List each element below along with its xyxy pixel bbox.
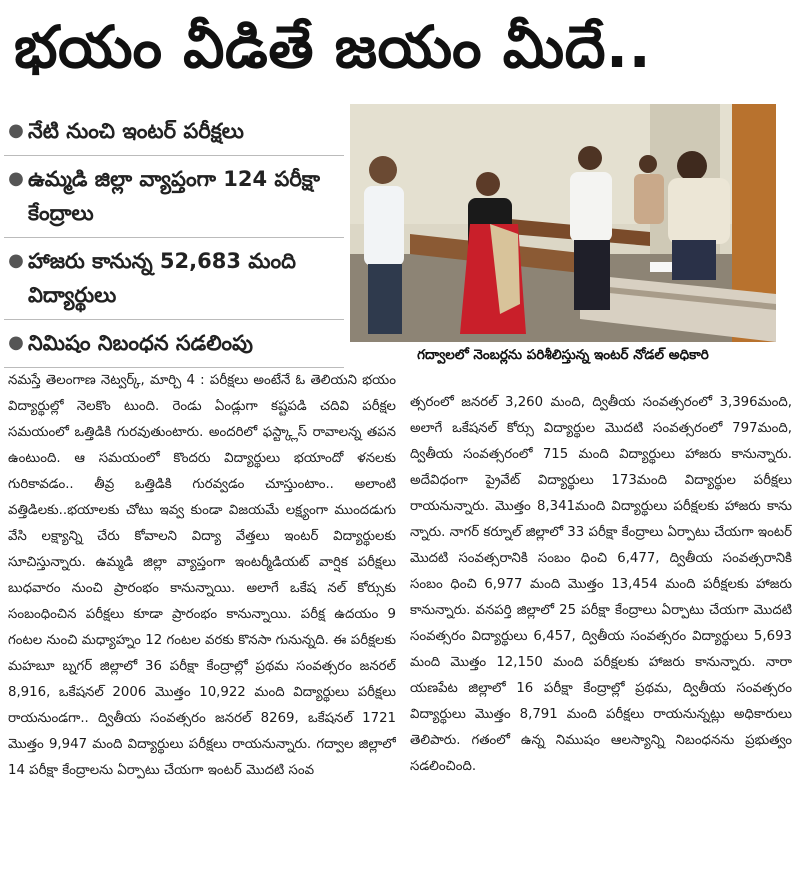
- highlight-text: ఉమ్మడి జిల్లా వ్యాప్తంగా 124 పరీక్షా కేంద్రాలు: [28, 167, 321, 225]
- article-paragraph: త్సరంలో జనరల్ 3,260 మంది, ద్వితీయ సంవత్సరంలో 3,396మంది, అలాగే ఒకేషనల్ కోర్సు విద్యార్థుల మొదటి సంవత్సరంలో 797మంది, ద్వితీయ సంవత్సరంలో 715 మంది విద్యార్థులు హాజరు కానున్నారు. అదేవిధంగా ప్రైవేట్ విద్యార్థులు 173మంది విద్యార్థుల పరీక్షలు రాయనున్నారు. మొత్తం 8,341మంది విద్యార్థులు పరీక్షలకు హాజరు కాను న్నారు. నాగర్ కర్నూల్ జిల్లాలో 33 పరీక్షా కేంద్రాలు ఏర్పాటు చేయగా ఇంటర్ మొదటి సంవత్సరానికి సంబం ధించి 6,477, ద్వితీయ సంవత్సరానికి సంబం ధించి 6,977 మంది మొత్తం 13,454 మంది పరీక్షలకు హాజరు కానున్నారు. వనపర్తి జిల్లాలో 25 పరీక్షా కేంద్రాలు ఏర్పాటు చేయగా మొదటి సంవత్సరం విద్యార్థులు 6,457, ద్వితీయ సంవత్సరం విద్యార్థులు 5,693 మంది మొత్తం 12,150 మంది పరీక్షలకు హాజరు కానున్నారు. నారా యణపేట జిల్లాలో 16 పరీక్షా కేంద్రాల్లో ప్రథమ, ద్వితీయ సంవత్సరం విద్యార్థులు మొత్తం 8,791 మంది పరీక్షలు రాయనున్నట్లు అధికారులు తెలిపారు. గతంలో ఉన్న నిముషం ఆలస్యాన్ని నిబంధనను ప్రభుత్వం సడలించింది.: [410, 395, 792, 774]
- bullet-icon: ●: [8, 120, 24, 141]
- article-left-column: [8, 368, 396, 878]
- article-paragraph: నమస్తే తెలంగాణ నెట్వర్క్, మార్చి 4 : పరీక్షలు అంటేనే ఓ తెలియని భయం విద్యార్థుల్లో నెలకొం టుంది. రెండు ఏండ్లుగా కష్టపడి చదివి పరీక్షల సమయంలో ఒత్తిడికి గురవుతుంటారు. అందరిలో ఫస్ట్క్లాస్ రావాలన్న తపన ఉంటుంది. ఆ సమయంలో కొందరు విద్యార్థులు భయాందో ళనలకు గురికావడం.. తీవ్ర ఒత్తిడికి గురవ్వడం చూస్తుంటాం.. అలాంటి వత్తిడిలకు..భయాలకు చోటు ఇవ్వ కుండా విజయమే లక్ష్యంగా ముందడుగు వేసి లక్ష్యాన్ని చేరు కోవాలని విద్యా వేత్తలు ఇంటర్ విద్యార్థులకు సూచిస్తున్నారు. ఉమ్మడి జిల్లా వ్యాప్తంగా ఇంటర్మీడియట్ వార్షిక పరీక్షలు బుధవారం నుంచి ప్రారంభం కానున్నాయి. అలాగే ఒకేష నల్ కోర్సుకు సంబంధించిన పరీక్షలు కూడా ప్రారంభం కానున్నాయి. పరీక్ష ఉదయం 9 గంటల నుంచి మధ్యాహ్నం 12 గంటల వరకు కొనసా గునున్నది. ఈ పరీక్షలకు మహబూ బ్నగర్ జిల్లాలో 36 పరీక్షా కేంద్రాల్లో ప్రథమ సంవత్సరం జనరల్ 8,916, ఒకేషనల్ 2006 మొత్తం 10,922 మంది విద్యార్థులు పరీక్షలు రాయనుండగా.. ద్వితీయ సంవత్సరం జనరల్ 8269, ఒకేషనల్ 1721 మొత్తం 9,947 మంది విద్యార్థులు పరీక్షలు రాయనున్నారు. గద్వాల జిల్లాలో 14 పరీక్షా కేంద్రాలను ఏర్పాటు చేయగా ఇంటర్ మొదటి సంవ: [8, 373, 396, 778]
- highlights-list: [4, 108, 344, 368]
- highlight-item: [4, 320, 344, 368]
- bullet-icon: ●: [8, 250, 24, 271]
- highlight-item: [4, 156, 344, 238]
- news-photo: [350, 104, 776, 342]
- bullet-icon: ●: [8, 168, 24, 189]
- highlight-item: [4, 238, 344, 320]
- highlight-text: నేటి నుంచి ఇంటర్ పరీక్షలు: [28, 119, 244, 143]
- headline: భయం వీడితే జయం మీదే..: [14, 13, 652, 81]
- article-right-column: [410, 390, 792, 878]
- photo-caption: గద్వాలలో నెంబర్లను పరిశీలిస్తున్న ఇంటర్ నోడల్ అధికారి: [417, 347, 709, 363]
- highlight-text: నిమిషం నిబంధన సడలింపు: [28, 331, 254, 355]
- bullet-icon: ●: [8, 332, 24, 353]
- highlight-item: [4, 108, 344, 156]
- highlight-text: హాజరు కానున్న 52,683 మంది విద్యార్థులు: [28, 249, 296, 307]
